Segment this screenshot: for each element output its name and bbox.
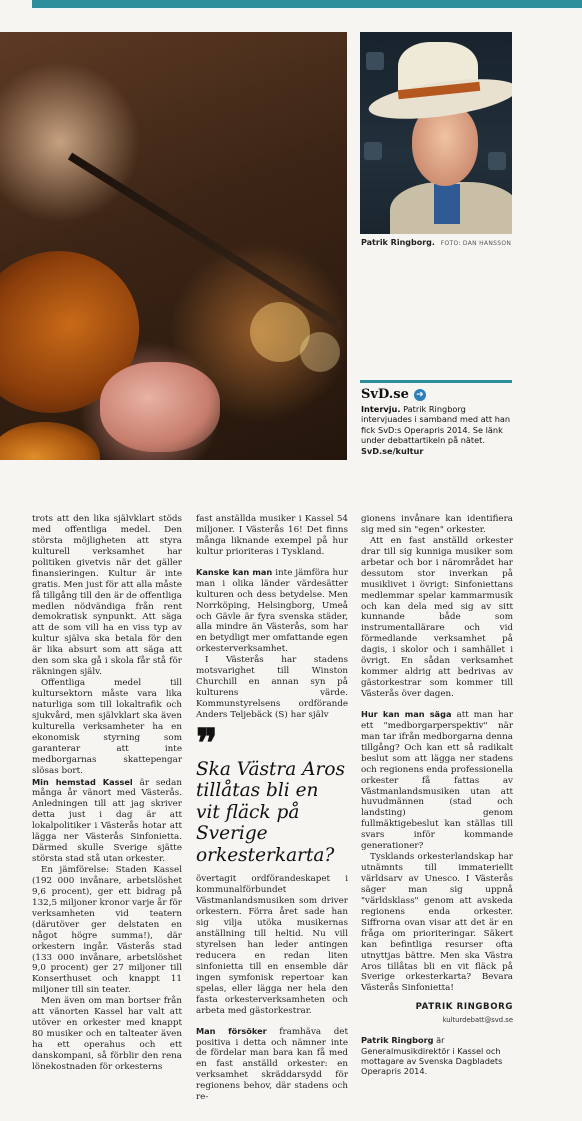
svd-promo-text bbox=[361, 404, 516, 446]
svd-promo-box bbox=[361, 387, 516, 456]
svd-brand: SvD.se bbox=[361, 387, 409, 402]
paragraph-lead: Min hemstad Kassel bbox=[32, 776, 133, 787]
paragraph-body: framhäva det positiva i detta och nämner inte de fördelar man bara kan få med en fast anställd orkester: en verksamhet skräddarsydd för regionens behov, där stadens och re- bbox=[196, 1026, 348, 1103]
arrow-right-icon[interactable]: ➜ bbox=[414, 389, 426, 401]
paragraph: En jämförelse: Staden Kassel (192 000 invånare, arbetslöshet 9,6 procent), ger ett bidrag på 132,5 miljoner kronor varje år för verksamheten vid teatern (därutöver ger delstaten en något högre summa!), där orkestern ingår. Västerås stad (133 000 invånare, arbetslöshet 9,0 procent) ger 27 miljoner till Konserthuset och knappt 11 miljoner till sin teater. bbox=[32, 865, 182, 996]
svd-kultur-link[interactable]: SvD.se/kultur bbox=[361, 445, 424, 456]
bokeh-light bbox=[300, 332, 340, 372]
author-signature: PATRIK RINGBORG bbox=[415, 1002, 513, 1013]
wall-tile bbox=[364, 142, 382, 160]
photo-credit: FOTO: DAN HANSSON bbox=[440, 240, 512, 247]
paragraph-body: att man har ett "medborgarperspektiv" när man tar ifrån medborgarna denna tillgång? Och kan ett så radikalt beslut som att lägga ner stadens och regionens enda professionella orkester få fattas av Västmanlandsmusiken utan att huvudmännen (stad och landsting) genom fullmäktigebeslut kan ställas till svars inför kommande generationer? bbox=[361, 709, 513, 852]
article-column-3 bbox=[361, 514, 513, 1077]
quote-mark-icon: ❞ bbox=[196, 719, 218, 767]
wall-tile bbox=[366, 52, 384, 70]
wall-tile bbox=[488, 152, 506, 170]
violin-scroll bbox=[0, 422, 100, 460]
paragraph bbox=[361, 709, 513, 852]
player-hand bbox=[100, 362, 220, 452]
portrait-photo bbox=[360, 32, 512, 234]
paragraph: trots att den lika självklart stöds med offentliga medel. Den största möjligheten att styra kulturell verksamhet har politiken givetvis när det gäller finansieringen. Kultur är inte gratis. Men just för att alla måste få tillgång till den är de offentliga medlen nödvändiga från rent demokratisk synpunkt. Att säga att de som vill ha en viss typ av kultur själva ska betala för den är lika absurt som att säga att den som ska gå i skola får stå för räkningen själv. bbox=[32, 514, 182, 678]
section-top-rule bbox=[32, 0, 582, 8]
paragraph-lead: Man försöker bbox=[196, 1025, 267, 1036]
bio-text: är Generalmusikdirektör i Kassel och mottagare av Svenska Dagbladets Operapris 2014. bbox=[361, 1035, 503, 1077]
paragraph: Offentliga medel till kultursektorn måste vara lika naturliga som till lokaltrafik och sjukvård, men självklart ska även kulturella verksamheter ha en ekonomisk styrning som garanterar att inte medborgarnas skattepengar slösas bort. bbox=[32, 678, 182, 776]
paragraph-body: inte jämföra hur man i olika länder värdesätter kulturen och dess betydelse. Men Norrköping, Helsingborg, Umeå och Gävle är fyra svenska städer, alla mindre än Västerås, som har en betydligt mer omfattande egen orkesterverksamhet. bbox=[196, 567, 348, 655]
paragraph: Att en fast anställd orkester drar till sig kunniga musiker som arbetar och bor i närområdet har dessutom stor inverkan på musiklivet i övrigt: Sinfoniettans medlemmar spelar kammarmusik och kan dela med sig av sitt kunnande både som instrumentallärare och vid förmedlande verksamhet på dagis, i skolor och i samhället i övrigt. En sådan verksamhet kommer aldrig att bedrivas av gästorkestrar som kommer till Västerås över dagen. bbox=[361, 535, 513, 699]
author-bio bbox=[361, 1035, 513, 1077]
paragraph-lead: Hur kan man säga bbox=[361, 708, 452, 719]
paragraph bbox=[32, 777, 182, 866]
svd-promo-body: Patrik Ringborg intervjuades i samband med att han fick SvD:s Operapris 2014. Se länk under debattartikeln på nätet. bbox=[361, 404, 511, 446]
paragraph: övertagit ordförandeskapet i kommunalförbundet Västmanlandsmusiken som driver orkestern. Förra året sade han sig vilja utöka musikernas anställning till heltid. Nu vill styrelsen han leder antingen reducera en redan liten sinfonietta till en ensemble där ingen symfonisk repertoar kan spelas, eller lägga ner hela den fasta orkesterverksamheten och arbeta med gästorkestrar. bbox=[196, 874, 348, 1016]
paragraph bbox=[196, 1026, 348, 1104]
article-column-2 bbox=[196, 514, 348, 1103]
photo-caption bbox=[361, 238, 511, 247]
pull-quote: Ska Västra Aros tillåtas bli en vit fläck på Sverige orkesterkarta? bbox=[196, 758, 346, 866]
contact-email[interactable]: kulturdebatt@svd.se bbox=[442, 1016, 513, 1025]
svd-box-rule bbox=[360, 380, 512, 383]
article-column-1 bbox=[32, 514, 182, 1073]
paragraph: fast anställda musiker i Kassel 54 miljoner. I Västerås 16! Det finns många liknande exempel på hur kultur prioriteras i Tyskland. bbox=[196, 514, 348, 557]
paragraph-body: är sedan många år vänort med Västerås. Anledningen till att jag skriver detta just i dag är att lokalpolitiker i Västerås hotar att lägga ner Västerås Sinfonietta. Därmed skulle Sverige sjätte största stad stå utan orkester. bbox=[32, 777, 182, 865]
paragraph bbox=[196, 567, 348, 656]
svd-brand-heading[interactable] bbox=[361, 387, 516, 402]
paragraph-lead: Kanske kan man bbox=[196, 566, 273, 577]
paragraph: I Västerås har stadens motsvarighet till Winston Churchill en annan syn på kulturens värde. Kommunstyrelsens ordförande Anders Teljebäck (S) har själv bbox=[196, 655, 348, 720]
caption-name: Patrik Ringborg. bbox=[361, 238, 435, 247]
portrait-shirt bbox=[434, 184, 460, 224]
violinist-photo bbox=[0, 32, 347, 460]
paragraph: Men även om man bortser från att vänorten Kassel har valt att utöver en orkester med knappt 80 musiker och en talteater även ha ett operahus och ett danskompani, så förblir den rena lönekostnaden för orkesterns bbox=[32, 996, 182, 1072]
paragraph: gionens invånare kan identifiera sig med sin "egen" orkester. bbox=[361, 514, 513, 535]
svd-promo-lead: Intervju. bbox=[361, 404, 401, 414]
bio-name: Patrik Ringborg bbox=[361, 1035, 434, 1046]
paragraph: Tysklands orkesterlandskap har utnämnts till immateriellt världsarv av Unesco. I Västerås säger man sig uppnå "världsklass" genom att avskeda regionens enda orkester. Siffrorna ovan visar att det är en fråga om prioriteringar. Säkert kan befintliga resurser ofta utnyttjas bättre. Men ska Västra Aros tillåtas bli en vit fläck på Sverige orkesterkarta? Bevara Västerås Sinfonietta! bbox=[361, 852, 513, 994]
